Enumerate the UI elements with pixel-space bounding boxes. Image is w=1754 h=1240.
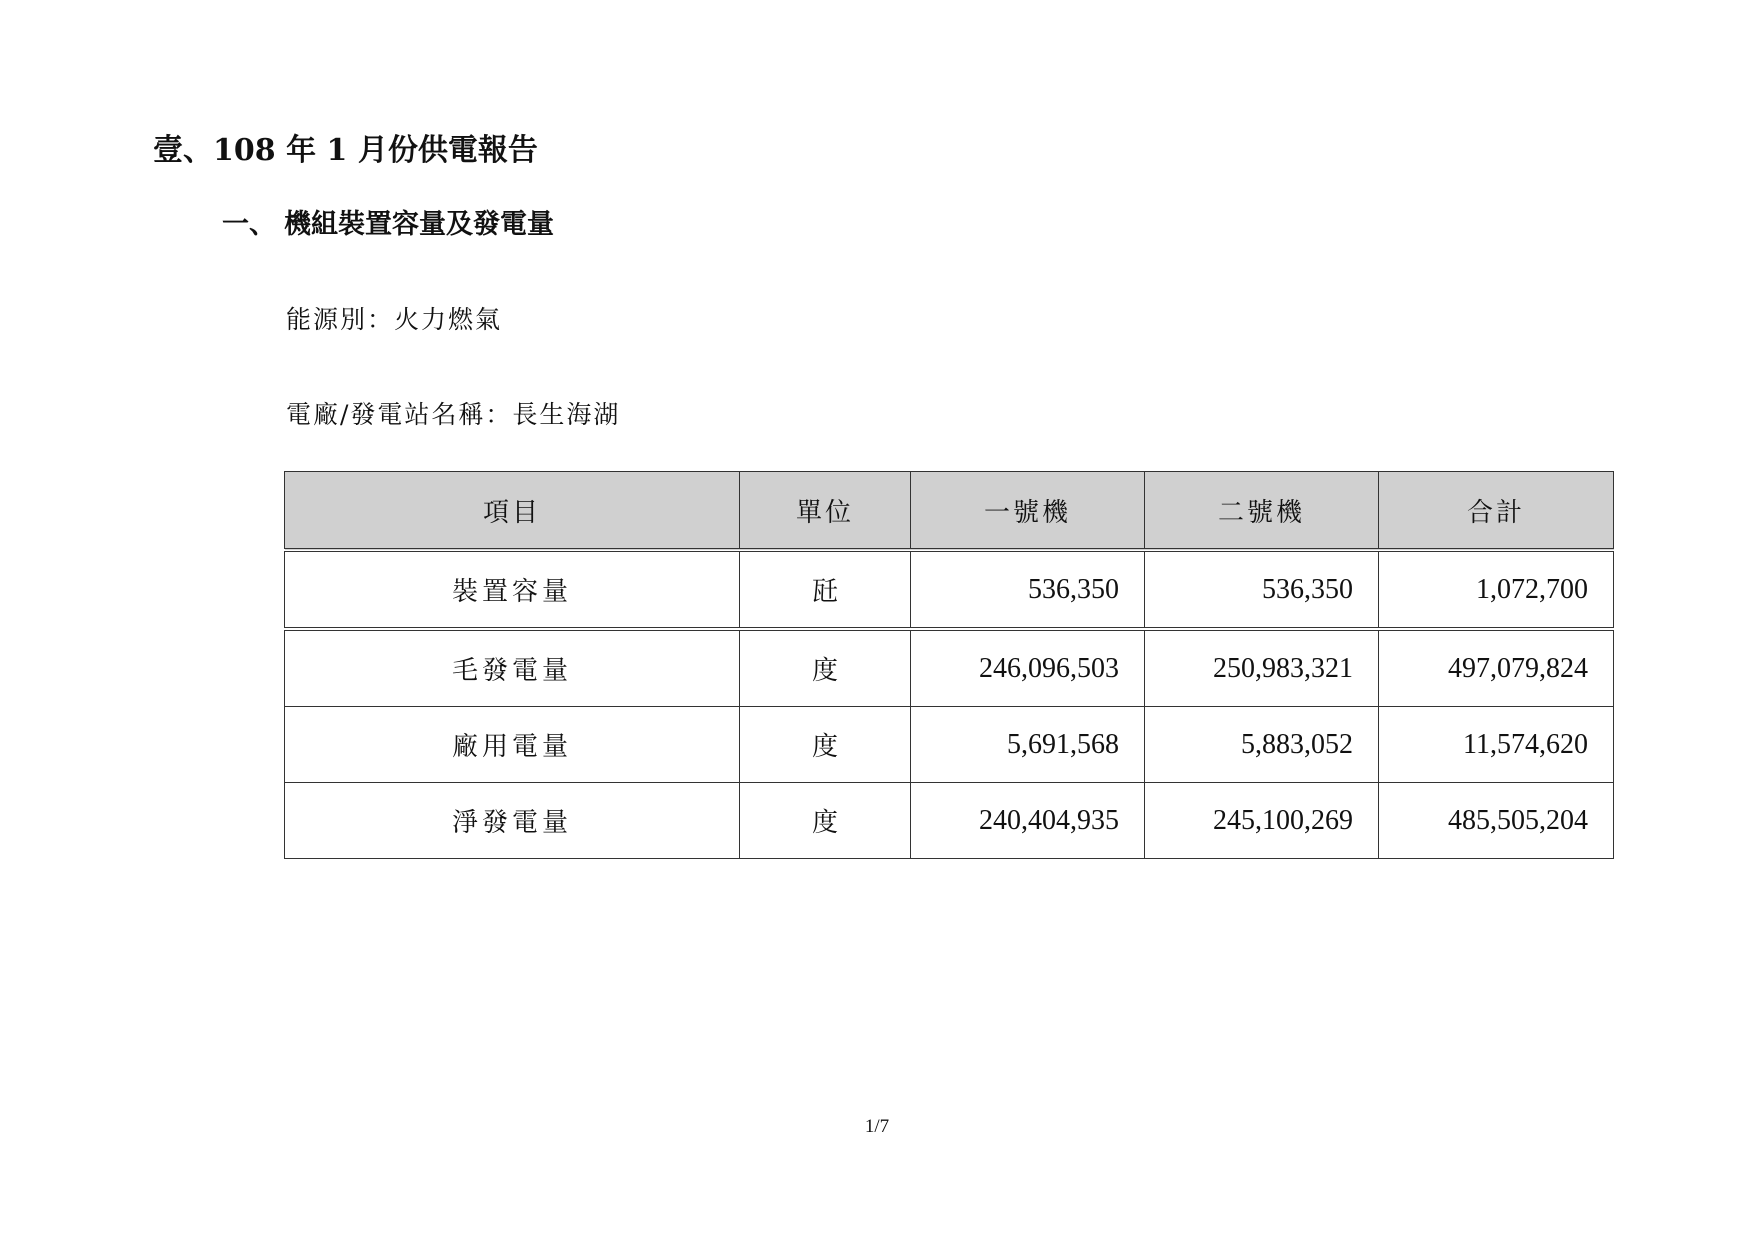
row-total-value: 485,505,204 — [1379, 783, 1614, 859]
table-row — [285, 707, 1614, 783]
row-unit-1-value: 5,691,568 — [911, 707, 1145, 783]
table-row — [285, 550, 1614, 629]
energy-type-line: 能源別：火力燃氣 — [286, 305, 503, 334]
header-unit: 單位 — [740, 472, 911, 551]
row-unit: 度 — [740, 707, 911, 783]
row-total-value: 497,079,824 — [1379, 629, 1614, 707]
table-row — [285, 629, 1614, 707]
generation-table — [284, 471, 1614, 859]
row-unit-2-value: 250,983,321 — [1145, 629, 1379, 707]
section-title: 機組裝置容量及發電量 — [284, 209, 554, 240]
row-unit: 度 — [740, 629, 911, 707]
row-unit-2-value: 536,350 — [1145, 550, 1379, 629]
header-total: 合計 — [1379, 472, 1614, 551]
page-title: 壹、108 年 1 月份供電報告 — [153, 133, 538, 168]
section-number: 一、 — [222, 209, 276, 240]
row-unit-1-value: 240,404,935 — [911, 783, 1145, 859]
table-row — [285, 783, 1614, 859]
row-item: 淨發電量 — [285, 783, 740, 859]
table-header-row — [285, 472, 1614, 551]
row-total-value: 11,574,620 — [1379, 707, 1614, 783]
row-item: 毛發電量 — [285, 629, 740, 707]
header-unit-2: 二號機 — [1145, 472, 1379, 551]
header-item: 項目 — [285, 472, 740, 551]
row-unit: 瓩 — [740, 550, 911, 629]
row-item: 裝置容量 — [285, 550, 740, 629]
row-unit-2-value: 5,883,052 — [1145, 707, 1379, 783]
row-unit-2-value: 245,100,269 — [1145, 783, 1379, 859]
row-item: 廠用電量 — [285, 707, 740, 783]
row-total-value: 1,072,700 — [1379, 550, 1614, 629]
section-heading — [222, 207, 554, 243]
row-unit-1-value: 246,096,503 — [911, 629, 1145, 707]
header-unit-1: 一號機 — [911, 472, 1145, 551]
row-unit-1-value: 536,350 — [911, 550, 1145, 629]
row-unit: 度 — [740, 783, 911, 859]
page-number: 1/7 — [864, 1116, 890, 1137]
plant-name-line: 電廠/發電站名稱：長生海湖 — [286, 400, 621, 429]
